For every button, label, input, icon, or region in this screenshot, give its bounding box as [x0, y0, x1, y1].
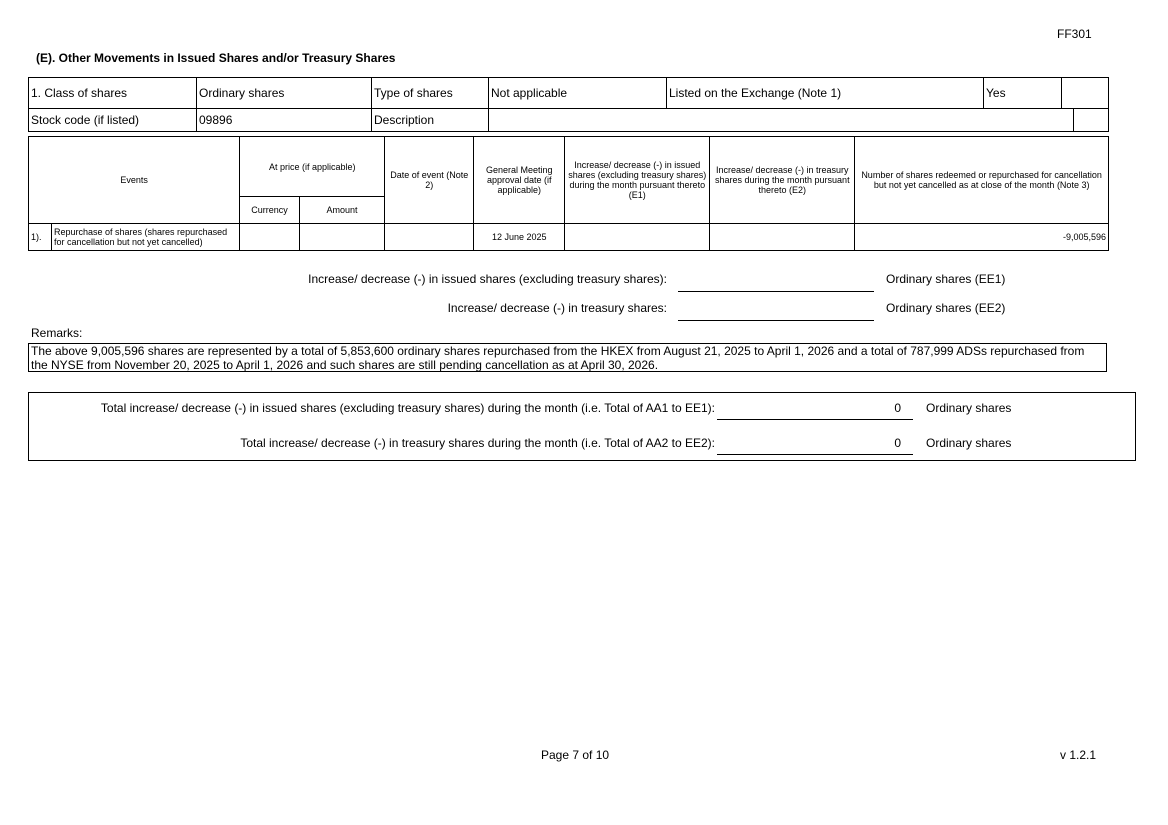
- listed-label: Listed on the Exchange (Note 1): [667, 78, 984, 109]
- ee1-label: Increase/ decrease (-) in issued shares (excluding treasury shares):: [308, 272, 667, 286]
- version-label: v 1.2.1: [1060, 748, 1097, 762]
- row-index: 1).: [29, 224, 52, 251]
- type-value: Not applicable: [489, 78, 667, 109]
- header-at-price: At price (if applicable): [240, 137, 385, 197]
- row-e2: [710, 224, 855, 251]
- description-value: [489, 109, 1074, 132]
- section-title: (E). Other Movements in Issued Shares and/or Treasury Shares: [36, 51, 396, 65]
- ee2-value: [678, 301, 874, 321]
- form-code: FF301: [1057, 27, 1092, 41]
- stock-code-label: Stock code (if listed): [29, 109, 197, 132]
- blank-cell: [1062, 78, 1109, 109]
- ee2-suffix: Ordinary shares (EE2): [886, 301, 1006, 315]
- class-value: Ordinary shares: [197, 78, 372, 109]
- total-treasury-label: Total increase/ decrease (-) in treasury shares during the month (i.e. Total of AA2 to EE2):: [240, 436, 715, 450]
- row-amount: [299, 224, 385, 251]
- header-increase-treasury: Increase/ decrease (-) in treasury shares during the month pursuant thereto (E2): [710, 137, 855, 224]
- total-treasury-value: 0: [717, 436, 913, 455]
- header-redeemed: Number of shares redeemed or repurchased for cancellation but not yet cancelled as at close of the month (Note 3): [855, 137, 1109, 224]
- type-label: Type of shares: [372, 78, 489, 109]
- remarks-label: Remarks:: [31, 326, 83, 340]
- ee1-suffix: Ordinary shares (EE1): [886, 272, 1006, 286]
- table-row: [29, 224, 1109, 251]
- row-gm-date: 12 June 2025: [474, 224, 565, 251]
- header-events: Events: [29, 137, 240, 224]
- row-redeemed: -9,005,596: [855, 224, 1109, 251]
- listed-value: Yes: [984, 78, 1062, 109]
- class-of-shares-table: [28, 77, 1109, 132]
- header-date-of-event: Date of event (Note 2): [385, 137, 474, 224]
- description-label: Description: [372, 109, 489, 132]
- row-event: Repurchase of shares (shares repurchased for cancellation but not yet cancelled): [52, 224, 240, 251]
- header-general-meeting: General Meeting approval date (if applicable): [474, 137, 565, 224]
- row-currency: [240, 224, 299, 251]
- ee1-value: [678, 272, 874, 292]
- header-currency: Currency: [240, 197, 299, 224]
- row-date-of-event: [385, 224, 474, 251]
- total-issued-label: Total increase/ decrease (-) in issued shares (excluding treasury shares) during the month (i.e. Total of AA1 to EE1):: [100, 401, 715, 415]
- remarks-text: The above 9,005,596 shares are represented by a total of 5,853,600 ordinary shares repurchased from the HKEX from August 21, 2025 to April 1, 2026 and a total of 787,999 ADSs repurchased from the NYSE from November 20, 2025 to April 1, 2026 and such shares are still pending cancellation as at April 30, 2026.: [28, 343, 1107, 372]
- ee2-label: Increase/ decrease (-) in treasury shares:: [447, 301, 667, 315]
- blank-cell: [1074, 109, 1109, 132]
- header-amount: Amount: [299, 197, 385, 224]
- total-treasury-suffix: Ordinary shares: [926, 436, 1012, 450]
- total-issued-value: 0: [717, 401, 913, 420]
- events-table: [28, 136, 1109, 251]
- page-number: Page 7 of 10: [541, 748, 610, 762]
- stock-code-value: 09896: [197, 109, 372, 132]
- total-issued-suffix: Ordinary shares: [926, 401, 1012, 415]
- class-label: 1. Class of shares: [29, 78, 197, 109]
- header-increase-issued: Increase/ decrease (-) in issued shares (excluding treasury shares) during the month pursuant thereto (E1): [565, 137, 710, 224]
- row-e1: [565, 224, 710, 251]
